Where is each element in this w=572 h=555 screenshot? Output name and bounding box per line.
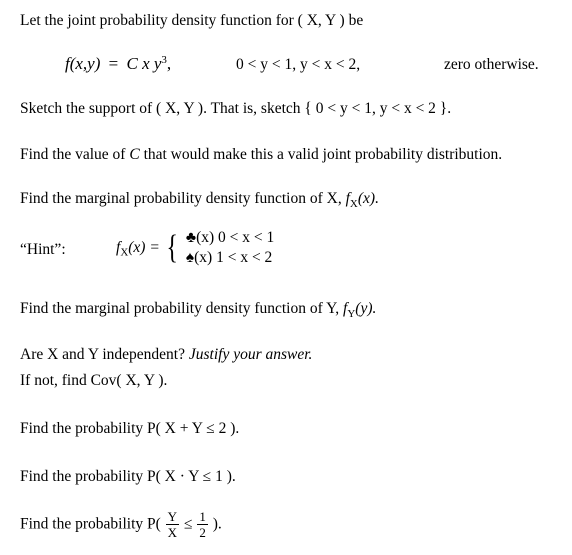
intro-text: Let the joint probability density function for ( X, Y ) be [20, 12, 364, 29]
hint-formula [116, 228, 274, 268]
density-function-name: f(x,y) [65, 54, 101, 73]
marginal-y-text [20, 300, 376, 318]
fraction-one-half [197, 510, 208, 539]
fraction-y-over-x [166, 510, 179, 539]
density-comma: , [166, 54, 172, 73]
density-expression: C x y [126, 54, 162, 73]
probability-ratio [20, 510, 222, 539]
constant-variable: C [129, 146, 140, 163]
hint-sub: X [120, 246, 129, 259]
marginal-y-pre: Find the marginal probability density function of Y, [20, 300, 340, 317]
find-constant-post: that would make this a valid joint probability distribution. [143, 146, 503, 163]
covariance-question: If not, find Cov( X, Y ). [20, 372, 168, 389]
hint-label: “Hint”: [20, 241, 66, 258]
marginal-y-arg: (y). [355, 300, 377, 317]
hint-case-clubs: ♣(x) 0 < x < 1 [185, 229, 275, 246]
density-equals: = [108, 54, 119, 73]
support-condition: 0 < y < 1, y < x < 2, [236, 56, 361, 73]
marginal-x-fn: f [345, 190, 350, 207]
marginal-x-sub: X [349, 198, 358, 210]
density-exponent: 3 [161, 54, 167, 66]
probability-sum: Find the probability P( X + Y ≤ 2 ). [20, 420, 240, 437]
marginal-x-text [20, 190, 379, 208]
hint-case-spades: ♠(x) 1 < x < 2 [185, 249, 273, 266]
density-equation [65, 54, 171, 74]
hint-arg: (x) = [128, 239, 160, 256]
fraction-den-2: 2 [199, 525, 206, 540]
marginal-y-fn: f [343, 300, 348, 317]
find-constant-pre: Find the value of [20, 146, 126, 163]
marginal-y-sub: Y [347, 308, 356, 320]
prob3-pre: Find the probability P( [20, 515, 161, 533]
le-sign: ≤ [183, 515, 193, 533]
marginal-x-pre: Find the marginal probability density function of X, [20, 190, 342, 207]
probability-product: Find the probability P( X · Y ≤ 1 ). [20, 468, 236, 485]
fraction-num-y: Y [167, 509, 178, 524]
hint-fn: f [116, 239, 121, 256]
independence-question [20, 346, 312, 364]
zero-otherwise: zero otherwise. [444, 56, 539, 73]
prob3-post: ). [212, 515, 222, 533]
left-brace: { [166, 229, 178, 266]
sketch-support-text: Sketch the support of ( X, Y ). That is, sketch { 0 < y < 1, y < x < 2 }. [20, 100, 452, 117]
justify-text: Justify your answer. [188, 346, 313, 363]
independence-text: Are X and Y independent? [20, 346, 185, 363]
marginal-x-arg: (x). [357, 190, 379, 207]
fraction-den-x: X [167, 525, 178, 540]
fraction-num-1: 1 [199, 509, 206, 524]
find-constant-text [20, 146, 502, 164]
hint-cases [186, 228, 274, 268]
